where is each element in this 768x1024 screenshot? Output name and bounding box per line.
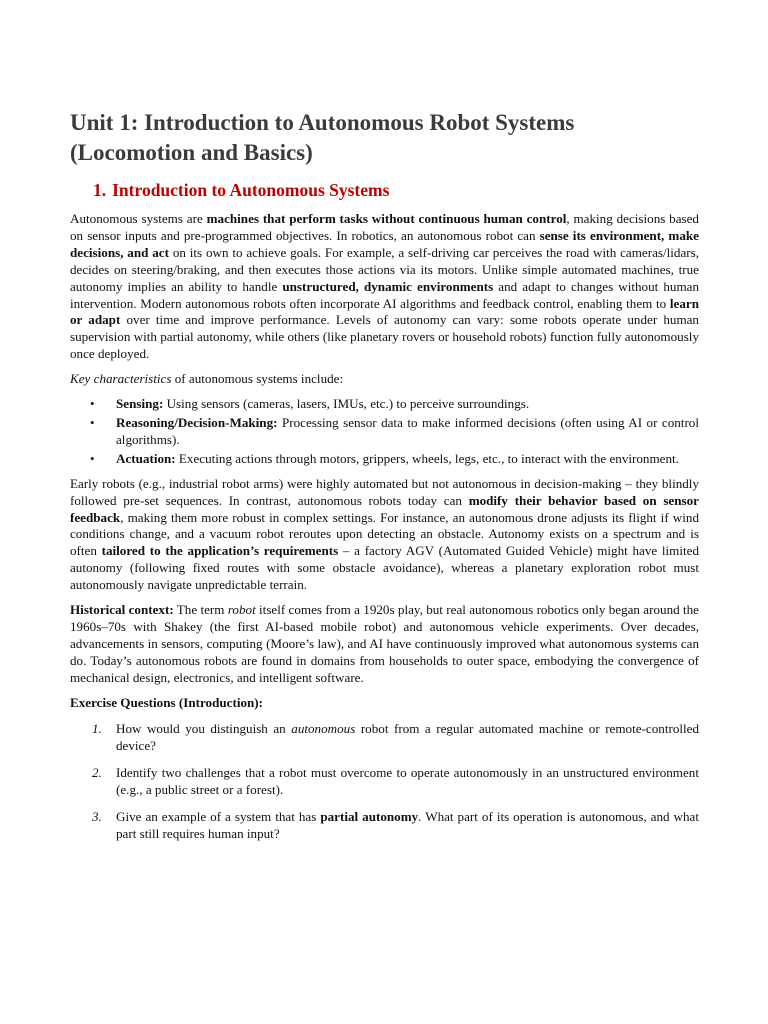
text-run: on its own to achieve goals. For example, a self-driving car perceives the road with cameras/lidars, decides on steering/braking, and then executes those actions via its motors. Unlike simple automated machines, true autonomy implies an ability to handle: [70, 244, 699, 294]
list-item: [70, 721, 699, 755]
list-item: [70, 396, 699, 413]
bullet-term: Sensing:: [116, 396, 164, 412]
list-item: [70, 451, 699, 468]
characteristics-list: [70, 396, 699, 468]
bold-run: tailored to the application’s requirements: [101, 543, 339, 559]
historical-context-paragraph: [70, 602, 699, 687]
section-number: 1.: [93, 180, 107, 200]
text-run: Autonomous systems are: [70, 211, 207, 226]
bold-run: machines that perform tasks without continuous human control: [206, 211, 567, 226]
text-run: Identify two challenges that a robot must overcome to operate autonomously in an unstructured environment (e.g., a public street or a forest).: [116, 765, 699, 798]
exercise-heading-text: Exercise Questions (Introduction):: [70, 694, 264, 710]
text-run: , making them more robust in complex settings. For instance, an autonomous drone adjusts its flight if wind conditions change, and a vacuum robot reroutes upon detecting an obstacle. Autonomy exists on a spectrum and is often: [70, 509, 699, 559]
text-run: and adapt to changes without human intervention. Modern autonomous robots often incorporate AI algorithms and feedback control, enabling them to: [70, 278, 699, 311]
exercise-questions-list: [70, 721, 699, 842]
section-heading-text: Introduction to Autonomous Systems: [112, 180, 390, 200]
text-run: , making decisions based on sensor inputs and pre-programmed objectives. In robotics, an autonomous robot can: [70, 211, 699, 243]
document-body: [70, 108, 699, 853]
text-run: robot from a regular automated machine or remote-controlled device?: [116, 721, 699, 754]
text-run: of autonomous systems include:: [171, 371, 344, 387]
text-run: Early robots (e.g., industrial robot arms) were highly automated but not autonomous in decision-making – they blindly followed pre-set sequences. In contrast, autonomous robots today can: [70, 475, 699, 508]
question-number: 3.: [92, 809, 102, 825]
question-number: 2.: [92, 765, 102, 781]
text-run: . What part of its operation is autonomous, and what part still requires human input?: [116, 809, 699, 841]
list-item: [70, 809, 699, 843]
bold-run: partial autonomy: [320, 809, 419, 825]
key-characteristics-intro: [70, 371, 699, 388]
bold-run: learn or adapt: [70, 295, 699, 328]
bold-run: sense its environment, make decisions, and act: [70, 227, 699, 260]
italic-run: autonomous: [291, 721, 356, 737]
text-run: How would you distinguish an: [116, 721, 292, 737]
unit-title-line-2: (Locomotion and Basics): [70, 140, 313, 165]
bullet-text: Using sensors (cameras, lasers, IMUs, etc.) to perceive surroundings.: [163, 396, 530, 412]
unit-title: [70, 108, 699, 168]
text-run: itself comes from a 1920s play, but real autonomous robotics only began around the 1960s–70s with Shakey (the first AI-based mobile robot) and autonomous vehicle experiments. Over decades, advancements in sensors, computing (Moore’s law), and AI have continuously improved what autonomous systems can do. Today’s autonomous robots are found in domains from households to outer space, embodying the convergence of mechanical design, electronics, and intelligent software.: [70, 602, 699, 685]
list-item: [70, 415, 699, 449]
section-heading: [93, 179, 699, 201]
bullet-text: Executing actions through motors, grippers, wheels, legs, etc., to interact with the environment.: [175, 450, 679, 466]
question-number: 1.: [92, 721, 102, 737]
early-robots-paragraph: [70, 476, 699, 594]
text-run: over time and improve performance. Levels of autonomy can vary: some robots operate under human supervision with partial autonomy, while others (like planetary rovers or household robots) function fully autonomously once deployed.: [70, 312, 699, 362]
unit-title-line-1: Unit 1: Introduction to Autonomous Robot Systems: [70, 110, 575, 135]
exercise-heading: [70, 695, 699, 712]
list-item: [70, 765, 699, 799]
bullet-text: Processing sensor data to make informed decisions (often using AI or control algorithms).: [116, 414, 699, 447]
text-run: – a factory AGV (Automated Guided Vehicle) might have limited autonomy (following fixed routes with some obstacle avoidance), whereas a planetary exploration robot must autonomously navigate unpredictable terrain.: [70, 543, 699, 593]
text-run: The term: [173, 602, 228, 618]
bullet-term: Actuation:: [116, 450, 176, 466]
italic-run: robot: [227, 602, 256, 618]
intro-paragraph: [70, 211, 699, 363]
bold-run: modify their behavior based on sensor feedback: [70, 492, 699, 525]
text-run: Give an example of a system that has: [116, 809, 321, 825]
bold-run: Historical context:: [70, 602, 174, 618]
italic-run: Key characteristics: [70, 371, 172, 387]
bold-run: unstructured, dynamic environments: [282, 278, 494, 294]
bullet-term: Reasoning/Decision-Making:: [116, 414, 278, 430]
